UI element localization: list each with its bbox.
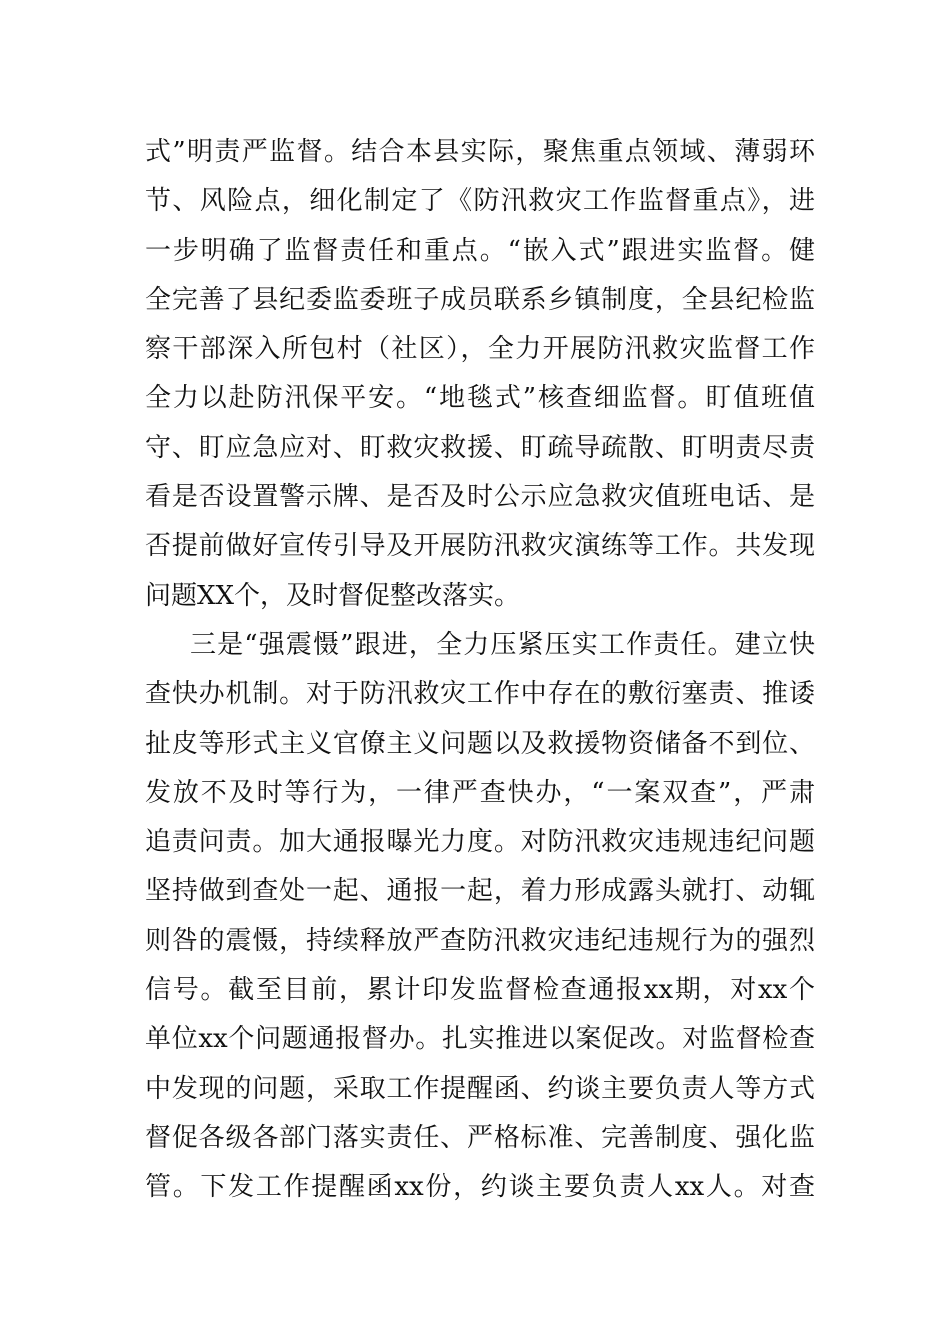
text-line: 单位xx个问题通报督办。扎实推进以案促改。对监督检查 [145, 1024, 815, 1055]
text-line: 坚持做到查处一起、通报一起，着力形成露头就打、动辄 [145, 876, 815, 907]
paragraph-end-line: 问题XX个，及时督促整改落实。 [145, 580, 521, 611]
text-line: 全力以赴防汛保平安。“地毯式”核查细监督。盯值班值 [145, 383, 815, 414]
body-text [145, 128, 815, 1213]
text-line: 中发现的问题，采取工作提醒函、约谈主要负责人等方式 [145, 1073, 815, 1104]
text-line: 追责问责。加大通报曝光力度。对防汛救灾违规违纪问题 [145, 827, 815, 858]
text-line: 则咎的震慑，持续释放严查防汛救灾违纪违规行为的强烈 [145, 925, 815, 956]
text-line: 式”明责严监督。结合本县实际，聚焦重点领域、薄弱环 [145, 137, 815, 167]
text-line: 信号。截至目前，累计印发监督检查通报xx期，对xx个 [145, 975, 815, 1006]
text-line: 扯皮等形式主义官僚主义问题以及救援物资储备不到位、 [145, 728, 815, 759]
text-line: 否提前做好宣传引导及开展防汛救灾演练等工作。共发现 [145, 531, 815, 562]
text-line: 守、盯应急应对、盯救灾救援、盯疏导疏散、盯明责尽责 [145, 432, 815, 463]
text-line: 全完善了县纪委监委班子成员联系乡镇制度，全县纪检监 [145, 284, 815, 315]
text-line: 查快办机制。对于防汛救灾工作中存在的敷衍塞责、推诿 [145, 679, 815, 710]
text-line: 发放不及时等行为，一律严查快办，“一案双查”，严肃 [145, 777, 815, 808]
text-line: 节、风险点，细化制定了《防汛救灾工作监督重点》，进 [145, 186, 815, 217]
text-line: 看是否设置警示牌、是否及时公示应急救灾值班电话、是 [145, 482, 815, 513]
text-line: 一步明确了监督责任和重点。“嵌入式”跟进实监督。健 [145, 235, 815, 266]
paragraph-first-line: 三是“强震慑”跟进，全力压紧压实工作责任。建立快 [190, 629, 815, 660]
text-line: 管。下发工作提醒函xx份，约谈主要负责人xx人。对查 [145, 1172, 815, 1203]
text-line: 督促各级各部门落实责任、严格标准、完善制度、强化监 [145, 1122, 815, 1153]
text-line: 察干部深入所包村（社区），全力开展防汛救灾监督工作 [145, 334, 815, 365]
